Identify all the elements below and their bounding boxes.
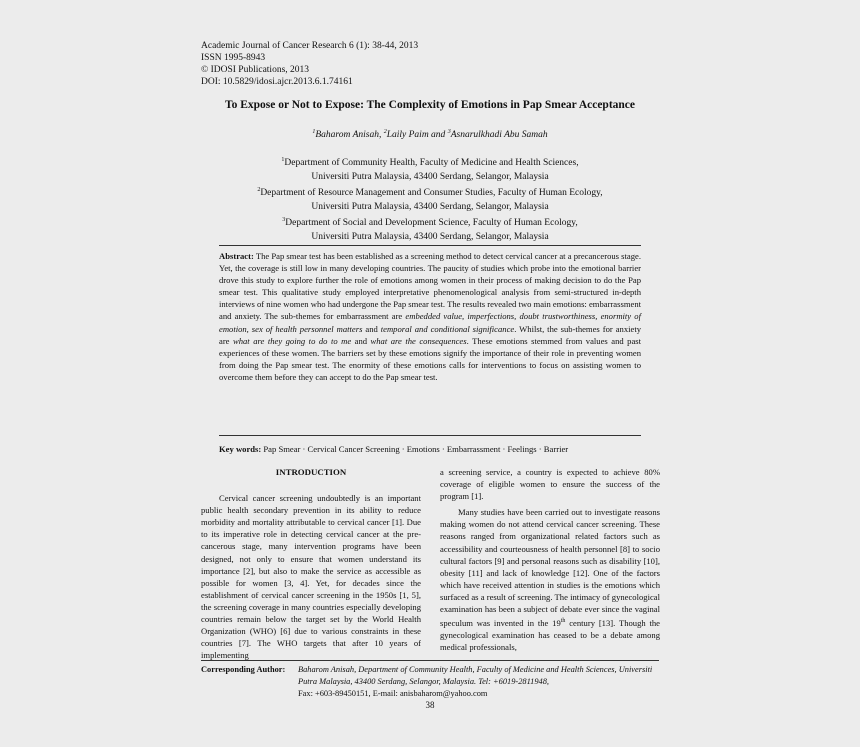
author-sup: 2 [383, 129, 387, 135]
affiliations [0, 154, 860, 244]
abstract-italic: what are they going to do to me [232, 335, 352, 346]
affiliation-line [0, 214, 860, 231]
corresponding-label: Corresponding Author: [201, 665, 286, 674]
right-column [440, 466, 660, 653]
paragraph: a screening service, a country is expected to achieve 80% coverage of eligible women to ensure the success of the program [1]. [440, 467, 660, 502]
keywords-label: Key words: [219, 444, 262, 454]
abstract [219, 250, 641, 383]
affiliation-sup: 3 [282, 216, 286, 223]
abstract-italic: what are the consequences [370, 335, 467, 346]
affiliation-text: Department of Social and Development Science, Faculty of Human Ecology, [285, 218, 578, 229]
superscript: th [560, 618, 566, 625]
affiliation-line [0, 184, 860, 201]
left-column [201, 466, 421, 661]
abstract-text: The Pap smear test has been established as a screening method to detect cervical cancer at a precancerous stage. Yet, the coverage is still low in many developing countries. The paucity of studies which probe into the emotional barrier drove this study to explore further the role of emotions among women in their process of making decision to do the Pap smear test. This qualitative study employed interpretative phenomenological analysis from semi-structured in-depth interviews of nine women who had undergone the Pap smear test. The results revealed two main emotions: embarrassment and anxiety. The sub-themes for embarrassment are [219, 251, 641, 322]
paragraph-text: Many studies have been carried out to investigate reasons making women do not attend cervical cancer screening. These reasons ranged from organizational related factors such as accessibility and courteousness of health personnel [8] to socio cultural factors [9] and personal reasons such as disability [10], obesity [11] and lack of knowledge [12]. One of the factors which have received attention in studies is the emotions which surfaced as a result of screening. The intimacy of gynecological examination has been a subject of debate ever since the vaginal speculum was invented in the 19 [440, 507, 660, 628]
section-heading: INTRODUCTION [275, 467, 347, 477]
corresponding-contact: Fax: +603-89450151, E-mail: anisbaharom@yahoo.com [298, 689, 488, 698]
affiliation-line [0, 154, 860, 171]
abstract-label: Abstract: [219, 251, 254, 261]
author-sup: 1 [312, 129, 316, 135]
author-sup: 3 [447, 129, 451, 135]
keywords-text: Pap Smear · Cervical Cancer Screening · Emotions · Embarrassment · Feelings · Barrier [261, 444, 569, 454]
affiliation-text: Department of Resource Management and Consumer Studies, Faculty of Human Ecology, [260, 188, 603, 199]
footnote-rule [201, 660, 659, 661]
journal-publisher: © IDOSI Publications, 2013 [201, 65, 310, 75]
affiliation-text: Department of Community Health, Faculty of Medicine and Health Sciences, [284, 158, 579, 169]
author-list [0, 129, 860, 140]
abstract-italic: embedded value, imperfections, doubt trustworthiness, enormity of emotion, sex of health personnel matters [219, 311, 641, 334]
author-name: Asnarulkhadi Abu Samah [450, 130, 548, 141]
affiliation-line [0, 171, 860, 184]
affiliation-sup: 2 [257, 186, 261, 193]
journal-issn: ISSN 1995-8943 [201, 53, 266, 63]
abstract-italic: temporal and conditional significance [380, 323, 515, 334]
abstract-top-rule [219, 245, 641, 246]
paragraph [440, 506, 660, 653]
author-name: Baharom Anisah, [315, 130, 382, 141]
affiliation-text: Universiti Putra Malaysia, 43400 Serdang, Selangor, Malaysia [311, 201, 549, 212]
corresponding-body: Baharom Anisah, Department of Community Health, Faculty of Medicine and Health Sciences, Universiti Putra Malaysia, 43400 Serdang, Selangor, Malaysia. Tel: +6019-2811948, [298, 665, 653, 686]
keywords [219, 444, 641, 454]
journal-header [201, 40, 418, 88]
paper-title: To Expose or Not to Expose: The Complexity of Emotions in Pap Smear Acceptance [224, 99, 636, 111]
affiliation-line [0, 201, 860, 214]
paragraph: Cervical cancer screening undoubtedly is an important public health secondary prevention in its ability to reduce morbidity and mortality attributable to cervical cancer [1]. Due to its imperative role in detecting cervical cancer at the pre-cancerous stage, many intervention programs have been designed, not only to ensure that women understand its importance [2], but also to make the service as accessible as possible for women [3, 4]. Yet, for decades since the establishment of cervical cancer screening in the 1950s [1, 5], the screening coverage in many countries especially developing countries remain below the target set by the World Health Organization (WHO) [6] due to various constraints in these countries [7]. The WHO targets that after 10 years of implementing [201, 493, 421, 661]
abstract-text: . Whilst, the sub-themes for anxiety are [219, 323, 641, 346]
abstract-text: . These emotions stemmed from values and past experiences of these women. The barriers set by these emotions signify the importance of their role in preventing women from doing the Pap smear test. The enormity of these emotions calls for interventions to focus on assisting women to overcome them before they can accept to do the Pap smear test. [219, 335, 641, 382]
author-name: Laily Paim and [386, 130, 446, 141]
page-number: 38 [425, 700, 435, 710]
affiliation-text: Universiti Putra Malaysia, 43400 Serdang, Selangor, Malaysia [311, 171, 549, 182]
abstract-text: and [351, 335, 371, 346]
affiliation-sup: 1 [281, 157, 285, 163]
abstract-bottom-rule [219, 435, 641, 436]
journal-doi: DOI: 10.5829/idosi.ajcr.2013.6.1.74161 [201, 77, 353, 87]
affiliation-line [0, 231, 860, 244]
paragraph-text: century [13]. Though the gynecological examination has ceased to be a debate among medical professionals, [440, 617, 660, 653]
abstract-text: and [362, 323, 381, 334]
journal-citation: Academic Journal of Cancer Research 6 (1): 38-44, 2013 [201, 41, 419, 51]
affiliation-text: Universiti Putra Malaysia, 43400 Serdang, Selangor, Malaysia [311, 231, 549, 242]
